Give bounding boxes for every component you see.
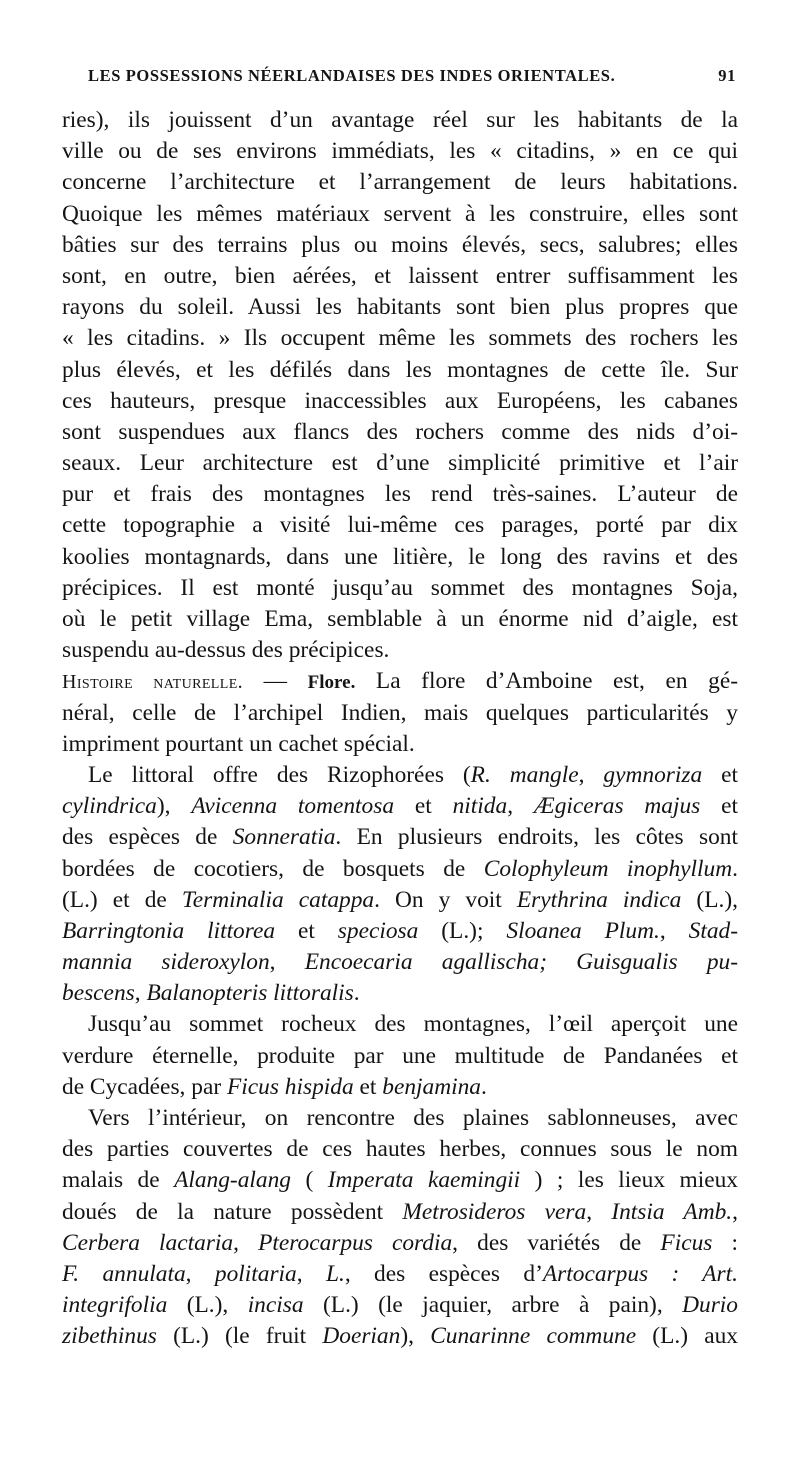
species-name: politaria xyxy=(214,1260,297,1287)
text-run: . En plusieurs endroits, les côtes sont xyxy=(335,824,738,851)
species-name: Intsia Amb. xyxy=(611,1198,733,1225)
species-name: integrifolia xyxy=(62,1292,168,1319)
text-line xyxy=(62,1072,738,1103)
species-name: Colophyleum inophyllum xyxy=(483,855,733,882)
text-run: . xyxy=(353,980,360,1007)
text-run: (L.) (le jaquier, arbre à pain), xyxy=(303,1292,683,1319)
species-name: benjamina xyxy=(382,1073,481,1100)
text-run: , des variétés de xyxy=(452,1229,661,1256)
species-name: F. annulata xyxy=(62,1260,186,1287)
text-line: des parties couvertes de ces hautes herbes, connues sous le nom xyxy=(62,1136,738,1163)
text-run: ) ; les lieux mieux xyxy=(520,1167,738,1194)
text-line xyxy=(62,822,738,853)
text-run: et xyxy=(353,1073,383,1100)
text-run: , des espèces d’ xyxy=(344,1260,543,1287)
species-name: nitida xyxy=(452,793,508,820)
text-line xyxy=(62,1228,738,1259)
text-line: ville ou de ses environs immédiats, les « citadins, » en ce qui xyxy=(62,138,738,165)
text-line: sont suspendues aux flancs des rochers comme des nids d’oi- xyxy=(62,418,738,445)
text-run: ( xyxy=(291,1167,328,1194)
text-line xyxy=(62,947,738,978)
species-name: incisa xyxy=(247,1292,304,1319)
text-run: . xyxy=(481,1073,487,1100)
text-run: ), xyxy=(400,1323,431,1350)
text-line: koolies montagnards, dans une litière, le long des ravins et des xyxy=(62,543,738,570)
species-name: Stad- xyxy=(688,917,738,944)
species-name: gymnoriza xyxy=(603,761,703,788)
species-name: R. mangle xyxy=(470,761,579,788)
text-run: , xyxy=(507,793,534,820)
text-run: et xyxy=(702,761,738,788)
species-name: Ficus hispida xyxy=(226,1073,354,1100)
subsection-heading: Flore. xyxy=(307,672,356,694)
text-run: . xyxy=(732,855,739,882)
species-name: cylindrica xyxy=(62,793,157,820)
text-run: (L.), xyxy=(681,886,738,913)
text-run: et xyxy=(700,793,738,820)
text-line: impriment pourtant un cachet spécial. xyxy=(62,730,415,757)
text-line: suspendu au-dessus des précipices. xyxy=(62,637,390,664)
text-run: (L.) aux xyxy=(636,1323,738,1350)
text-run: . On y voit xyxy=(374,886,517,913)
species-name: zibethinus xyxy=(62,1323,157,1350)
text-run: ), xyxy=(156,793,192,820)
text-run: (L.); xyxy=(418,917,507,944)
page-body xyxy=(62,105,738,1353)
species-name: Balanopteris littoralis xyxy=(146,980,354,1007)
species-name: Erythrina indica xyxy=(516,886,682,913)
text-line: rayons du soleil. Aussi les habitants sont bien plus propres que xyxy=(62,294,738,321)
text-line xyxy=(62,760,738,791)
text-line xyxy=(62,978,738,1009)
text-run: , xyxy=(586,1198,612,1225)
text-line: Jusqu’au sommet rocheux des montagnes, l’œil aperçoit une xyxy=(88,1011,738,1038)
species-name: Sonneratia xyxy=(232,824,336,851)
paragraph-montagnes xyxy=(62,1009,738,1103)
text-run: La flore d’Amboine est, en gé- xyxy=(375,668,738,695)
text-run: , xyxy=(134,980,147,1007)
species-name: Pterocarpus cordia xyxy=(258,1229,453,1256)
text-run: , xyxy=(233,1229,259,1256)
text-line xyxy=(62,1290,738,1321)
text-line: où le petit village Ema, semblable à un énorme nid d’aigle, est xyxy=(62,606,738,632)
text-line: « les citadins. » Ils occupent même les sommets des rochers les xyxy=(62,325,738,352)
paragraph-habitants xyxy=(62,105,738,666)
paragraph-flore-intro xyxy=(62,666,738,760)
dash: — xyxy=(263,668,288,695)
text-run: de Cycadées, par xyxy=(62,1073,227,1100)
text-line: bâties sur des terrains plus ou moins élevés, secs, salubres; elles xyxy=(62,231,738,258)
text-line: pur et frais des montagnes les rend très-saines. L’auteur de xyxy=(62,481,738,508)
text-line: ces hauteurs, presque inaccessibles aux Européens, les cabanes xyxy=(62,387,738,414)
page-number: 91 xyxy=(718,66,736,85)
species-name: bescens xyxy=(62,980,135,1007)
text-run: (L.), xyxy=(167,1292,248,1319)
running-title: LES POSSESSIONS NÉERLANDAISES DES INDES ORIENTALES. xyxy=(88,66,616,85)
species-name: Artocarpus : Art. xyxy=(542,1260,738,1287)
text-run: , xyxy=(659,917,689,944)
text-run: malais de xyxy=(62,1167,175,1194)
species-name: Ficus xyxy=(660,1229,713,1256)
text-line: cette topographie a visité lui-même ces parages, porté par dix xyxy=(62,512,738,539)
text-line: verdure éternelle, produite par une multitude de Pandanées et xyxy=(62,1042,738,1069)
text-run: , xyxy=(296,1260,326,1287)
species-name: Barringtonia littorea xyxy=(62,917,276,944)
text-line xyxy=(62,1165,738,1196)
text-run: doués de la nature possèdent xyxy=(62,1198,403,1225)
text-line: néral, celle de l’archipel Indien, mais quelques particularités y xyxy=(62,699,738,726)
text-line: Vers l’intérieur, on rencontre des plaines sablonneuses, avec xyxy=(88,1105,738,1131)
text-line: Quoique les mêmes matériaux servent à les construire, elles sont xyxy=(62,200,738,227)
text-run: des espèces de xyxy=(62,824,233,851)
text-line xyxy=(62,1321,738,1352)
text-line: sont, en outre, bien aérées, et laissent entrer suffisamment les xyxy=(62,262,738,289)
species-name: Imperata kaemingii xyxy=(327,1167,521,1194)
species-name: Terminalia catappa xyxy=(181,886,375,913)
text-line xyxy=(62,885,738,916)
species-name: speciosa xyxy=(337,917,419,944)
text-line xyxy=(62,791,738,822)
species-name: Cunarinne commune xyxy=(430,1323,637,1350)
text-run: , xyxy=(732,1198,738,1225)
species-name: Alang-alang xyxy=(174,1167,292,1194)
text-line xyxy=(62,916,738,947)
species-name: Encoecaria agallischa; Guisgualis pu- xyxy=(304,949,739,976)
section-heading: Histoire naturelle. xyxy=(62,671,244,694)
species-name: Avicenna tomentosa xyxy=(191,793,395,820)
species-name: L. xyxy=(325,1260,345,1287)
text-line xyxy=(62,666,738,697)
species-name: Sloanea Plum. xyxy=(506,917,660,944)
text-run: , xyxy=(578,761,604,788)
species-name: mannia sideroxylon xyxy=(62,949,270,976)
text-run: , xyxy=(185,1260,215,1287)
species-name: Cerbera lactaria xyxy=(62,1229,234,1256)
species-name: Metrosideros vera xyxy=(402,1198,587,1225)
text-run: bordées de cocotiers, de bosquets de xyxy=(62,855,484,882)
text-line: seaux. Leur architecture est d’une simplicité primitive et l’air xyxy=(62,450,738,477)
text-line xyxy=(62,1197,738,1228)
text-line: plus élevés, et les défilés dans les montagnes de cette île. Sur xyxy=(62,356,738,383)
text-run: et xyxy=(394,793,453,820)
species-name: Ægiceras majus xyxy=(533,793,701,820)
text-run: (L.) et de xyxy=(62,886,182,913)
running-header xyxy=(88,66,736,86)
text-line: ries), ils jouissent d’un avantage réel sur les habitants de la xyxy=(62,107,738,133)
text-line: concerne l’architecture et l’arrangement de leurs habitations. xyxy=(62,169,738,196)
text-run: (L.) (le fruit xyxy=(156,1323,323,1350)
text-line: précipices. Il est monté jusqu’au sommet des montagnes Soja, xyxy=(62,574,738,601)
text-line xyxy=(62,854,738,885)
species-name: Durio xyxy=(682,1292,738,1319)
paragraph-littoral xyxy=(62,760,738,1010)
paragraph-interieur xyxy=(62,1103,738,1353)
text-run: Le littoral offre des Rizophorées ( xyxy=(88,761,471,788)
text-run: , xyxy=(269,949,305,976)
text-run: et xyxy=(275,917,338,944)
text-run: : xyxy=(712,1229,738,1256)
text-line xyxy=(62,1259,738,1290)
species-name: Doerian xyxy=(322,1323,401,1350)
